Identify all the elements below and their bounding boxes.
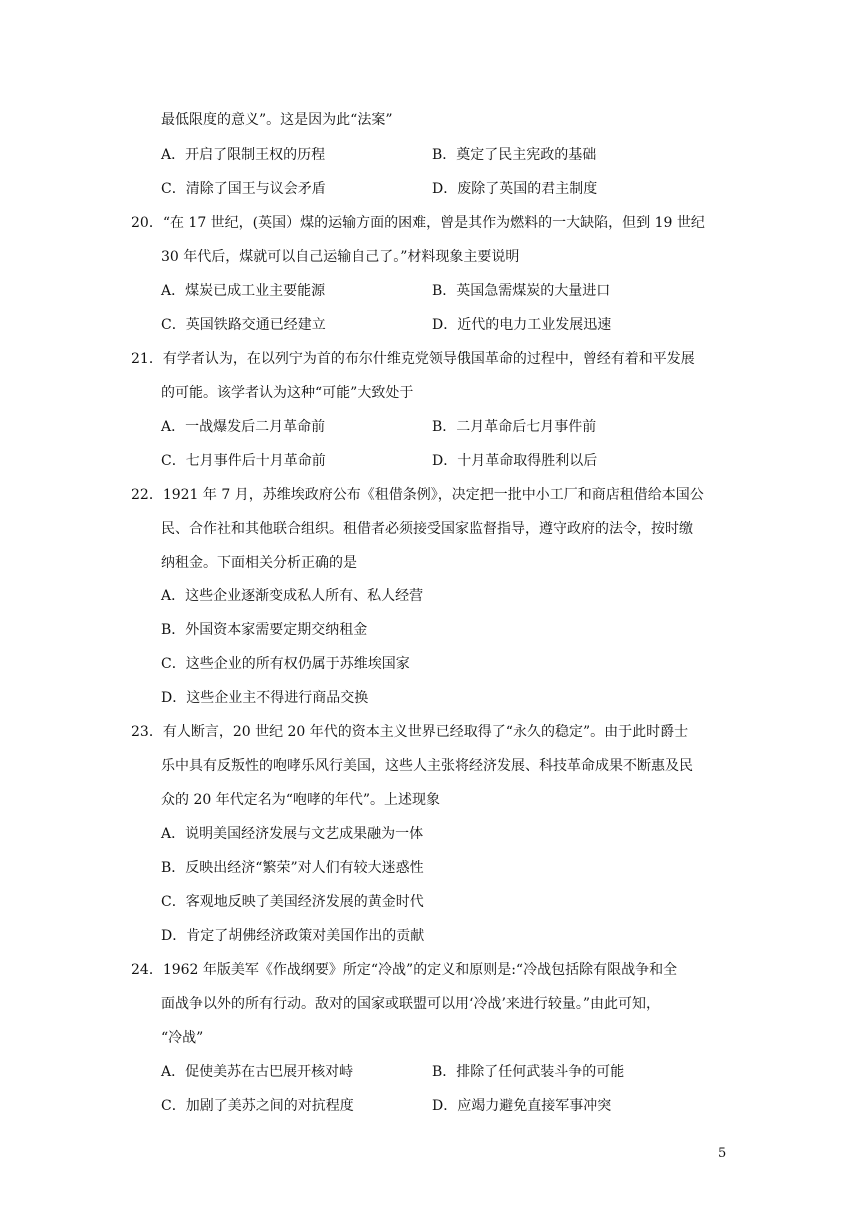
q22-stem-line: 22．1921 年 7 月，苏维埃政府公布《租借条例》，决定把一批中小工厂和商店租借给本国公 bbox=[131, 487, 704, 503]
q23-stem-line: 乐中具有反叛性的咆哮乐风行美国，这些人主张将经济发展、科技革命成果不断惠及民 bbox=[161, 758, 693, 774]
q19-option-b: B．奠定了民主宪政的基础 bbox=[432, 147, 597, 163]
q24-stem-line: 面战争以外的所有行动。敌对的国家或联盟可以用‘冷战’来进行较量。”由此可知， bbox=[161, 996, 661, 1012]
page-number: 5 bbox=[718, 1146, 727, 1161]
q20-option-d: D．近代的电力工业发展迅速 bbox=[432, 317, 612, 333]
q20-option-a: A．煤炭已成工业主要能源 bbox=[161, 283, 326, 299]
q22-option-d: D．这些企业主不得进行商品交换 bbox=[161, 690, 369, 706]
q23-stem-line: 众的 20 年代定名为“咆哮的年代”。上述现象 bbox=[161, 792, 441, 808]
q21-stem-line: 的可能。该学者认为这种“可能”大致处于 bbox=[161, 385, 414, 401]
q22-option-b: B．外国资本家需要定期交纳租金 bbox=[161, 622, 368, 638]
q21-option-d: D．十月革命取得胜利以后 bbox=[432, 453, 598, 469]
q23-stem-line: 23．有人断言，20 世纪 20 年代的资本主义世界已经取得了“永久的稳定”。由于此时爵士 bbox=[131, 724, 689, 740]
q23-option-a: A．说明美国经济发展与文艺成果融为一体 bbox=[161, 826, 424, 842]
q20-stem-line: 20．“在 17 世纪，(英国）煤的运输方面的困难，曾是其作为燃料的一大缺陷，但到 19 世纪 bbox=[131, 215, 705, 231]
q23-option-d: D．肯定了胡佛经济政策对美国作出的贡献 bbox=[161, 928, 425, 944]
q24-stem-line: 24．1962 年版美军《作战纲要》所定“冷战”的定义和原则是:“冷战包括除有限战争和全 bbox=[131, 962, 678, 978]
q21-option-b: B．二月革命后七月事件前 bbox=[432, 419, 597, 435]
q20-option-b: B．英国急需煤炭的大量进口 bbox=[432, 283, 611, 299]
q23-option-c: C．客观地反映了美国经济发展的黄金时代 bbox=[161, 894, 424, 910]
q23-option-b: B．反映出经济“繁荣”对人们有较大迷惑性 bbox=[161, 860, 424, 876]
q22-stem-line: 纳租金。下面相关分析正确的是 bbox=[161, 555, 357, 571]
q24-option-b: B．排除了任何武装斗争的可能 bbox=[432, 1064, 625, 1080]
q20-stem-line: 30 年代后，煤就可以自己运输自己了。”材料现象主要说明 bbox=[161, 249, 520, 265]
q22-option-a: A．这些企业逐渐变成私人所有、私人经营 bbox=[161, 588, 424, 604]
q19-option-d: D．废除了英国的君主制度 bbox=[432, 181, 598, 197]
q22-option-c: C．这些企业的所有权仍属于苏维埃国家 bbox=[161, 656, 410, 672]
q21-option-a: A．一战爆发后二月革命前 bbox=[161, 419, 326, 435]
q22-stem-line: 民、合作社和其他联合组织。租借者必须接受国家监督指导，遵守政府的法令，按时缴 bbox=[161, 521, 693, 537]
q20-option-c: C．英国铁路交通已经建立 bbox=[161, 317, 326, 333]
q21-stem-line: 21．有学者认为，在以列宁为首的布尔什维克党领导俄国革命的过程中，曾经有着和平发展 bbox=[131, 351, 695, 367]
q19-stem-line: 最低限度的意义”。这是因为此“法案” bbox=[161, 112, 393, 128]
q24-option-a: A．促使美苏在古巴展开核对峙 bbox=[161, 1064, 354, 1080]
q19-option-c: C．清除了国王与议会矛盾 bbox=[161, 181, 326, 197]
q19-option-a: A．开启了限制王权的历程 bbox=[161, 147, 326, 163]
q24-option-d: D．应竭力避免直接军事冲突 bbox=[432, 1098, 612, 1114]
q24-stem-line: “冷战” bbox=[161, 1030, 204, 1046]
q24-option-c: C．加剧了美苏之间的对抗程度 bbox=[161, 1098, 354, 1114]
q21-option-c: C．七月事件后十月革命前 bbox=[161, 453, 326, 469]
